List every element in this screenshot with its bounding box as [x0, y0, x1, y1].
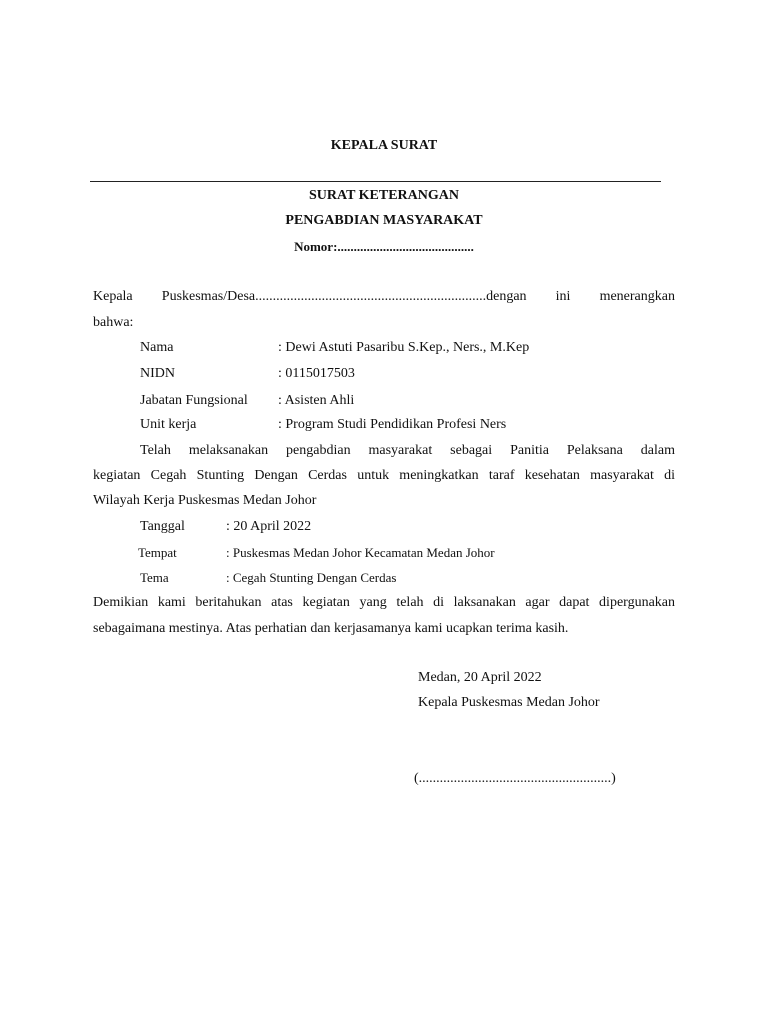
person-label-name: Nama	[140, 340, 174, 355]
statement-line-2: kegiatan Cegah Stunting Dengan Cerdas untuk meningkatkan taraf kesehatan masyarakat di	[93, 468, 675, 483]
person-label-unit: Unit kerja	[140, 417, 197, 432]
person-label-nidn: NIDN	[140, 366, 175, 381]
signature-name-placeholder: (.......................................................)	[414, 771, 616, 786]
intro-line-1: Kepala Puskesmas/Desa..................................................................dengan ini menerangkan	[93, 289, 675, 304]
person-value-nidn: : 0115017503	[278, 366, 355, 381]
event-value-place: : Puskesmas Medan Johor Kecamatan Medan Johor	[226, 545, 495, 560]
statement-line-1: Telah melaksanakan pengabdian masyarakat sebagai Panitia Pelaksana dalam	[140, 443, 675, 458]
signature-position: Kepala Puskesmas Medan Johor	[418, 695, 600, 710]
person-value-name: : Dewi Astuti Pasaribu S.Kep., Ners., M.Kep	[278, 340, 530, 355]
event-label-place: Tempat	[138, 545, 177, 560]
document-subtitle: PENGABDIAN MASYARAKAT	[285, 213, 483, 228]
event-label-date: Tanggal	[140, 519, 185, 534]
document-title: SURAT KETERANGAN	[308, 188, 459, 203]
event-label-theme: Tema	[140, 570, 169, 585]
event-value-date: : 20 April 2022	[226, 519, 312, 534]
intro-line-2: bahwa:	[93, 315, 134, 330]
letterhead-title: KEPALA SURAT	[330, 138, 438, 153]
signature-place-date: Medan, 20 April 2022	[418, 670, 542, 685]
document-number: Nomor:..........................................	[294, 239, 474, 254]
event-value-theme: : Cegah Stunting Dengan Cerdas	[226, 570, 397, 585]
closing-line-2: sebagaimana mestinya. Atas perhatian dan kerjasamanya kami ucapkan terima kasih.	[93, 621, 569, 636]
statement-line-3: Wilayah Kerja Puskesmas Medan Johor	[93, 493, 317, 508]
person-value-jabatan: : Asisten Ahli	[278, 393, 355, 408]
person-label-jabatan: Jabatan Fungsional	[140, 393, 248, 408]
person-value-unit: : Program Studi Pendidikan Profesi Ners	[278, 417, 507, 432]
header-divider	[90, 181, 661, 182]
closing-line-1: Demikian kami beritahukan atas kegiatan yang telah di laksanakan agar dapat dipergunakan	[93, 595, 675, 610]
